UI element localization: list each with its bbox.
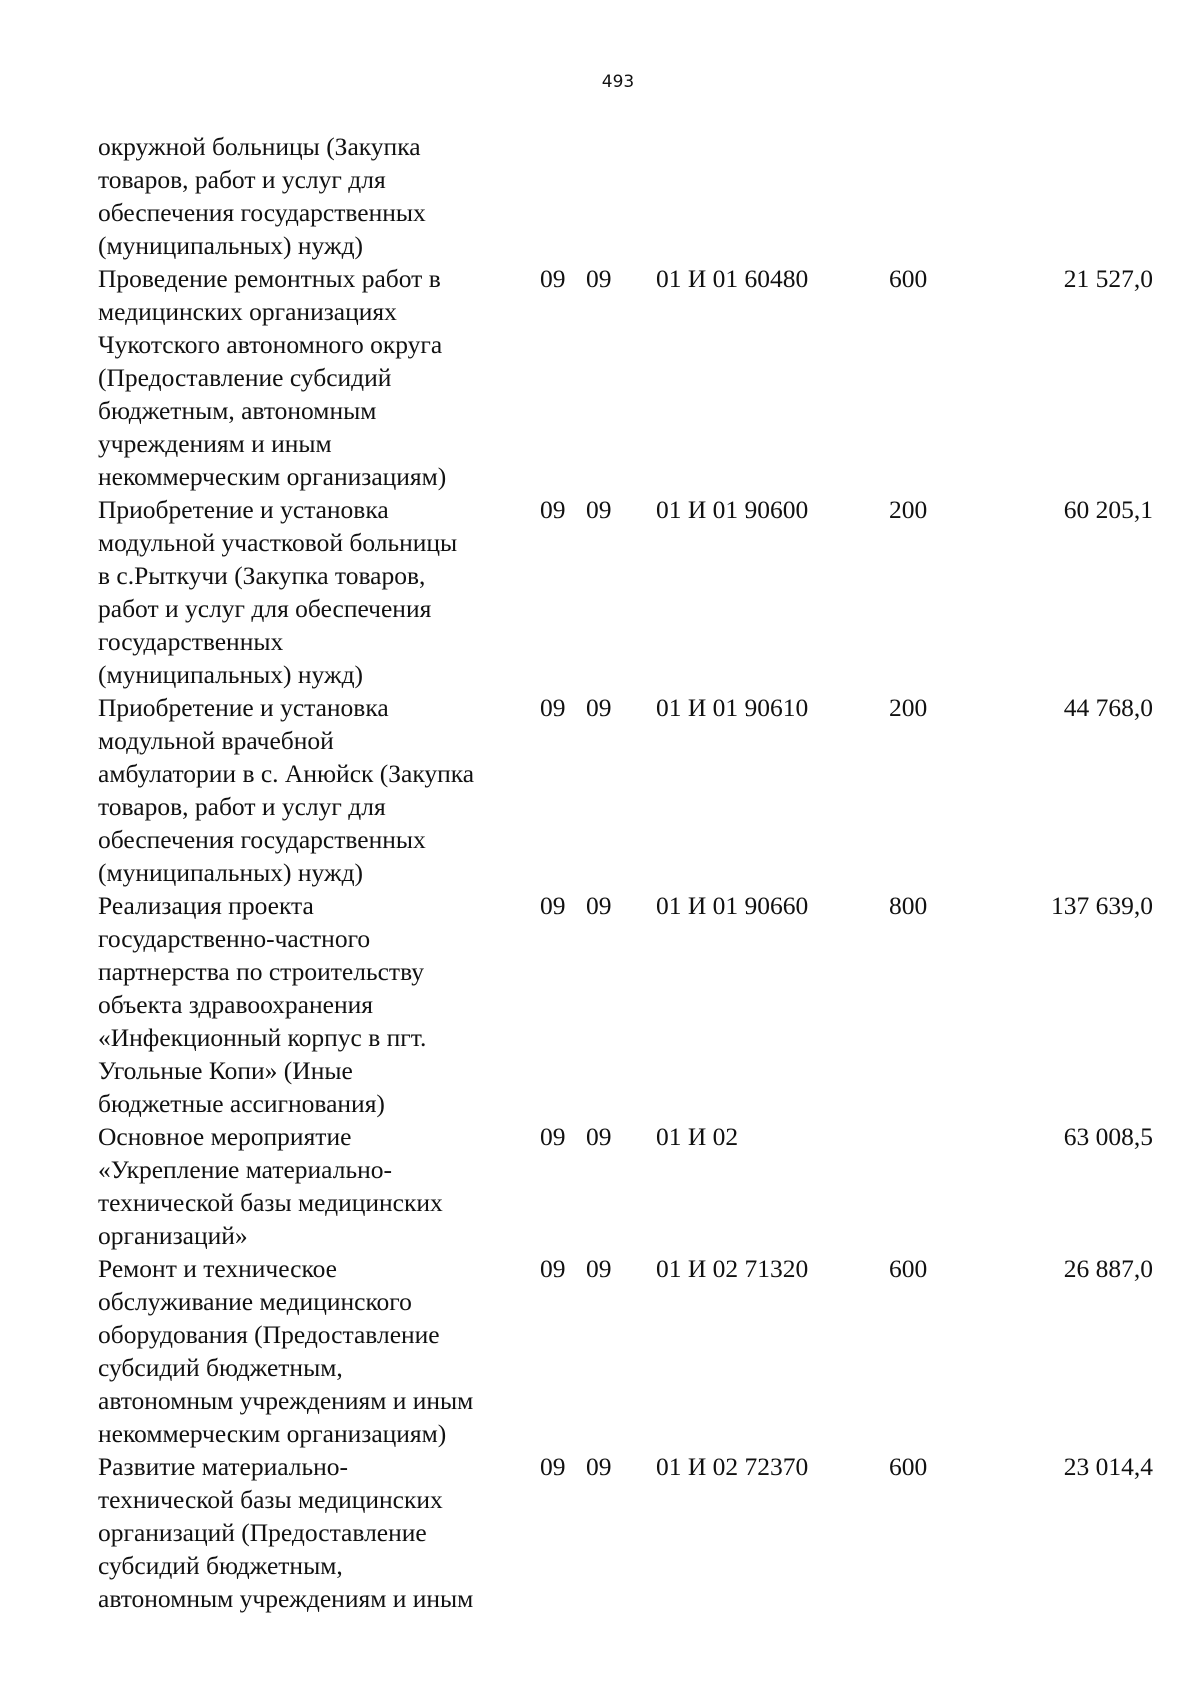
budget-table [98,130,1153,1615]
row-section: 09 [540,264,566,293]
row-expense-kind: 600 [889,1452,928,1481]
row-target-code: 01 И 01 90610 [656,693,809,722]
row-description: Развитие материально- технической базы медицинских организаций (Предоставление субсидий бюджетным, автономным учреждениям и иным [98,1452,474,1613]
row-amount: 44 768,0 [1063,693,1153,722]
row-target-code: 01 И 02 71320 [656,1254,809,1283]
row-amount: 63 008,5 [1063,1122,1153,1151]
row-amount: 23 014,4 [1063,1452,1153,1481]
row-amount: 26 887,0 [1063,1254,1153,1283]
row-section: 09 [540,495,566,524]
table-row [98,1450,1153,1615]
row-subsection: 09 [586,264,612,293]
row-description: Приобретение и установка модульной участковой больницы в с.Рыткучи (Закупка товаров, работ и услуг для обеспечения государственных (муниципальных) нужд) [98,495,458,689]
row-subsection: 09 [586,1254,612,1283]
table-row [98,889,1153,1120]
row-target-code: 01 И 01 90660 [656,891,809,920]
row-target-code: 01 И 02 72370 [656,1452,809,1481]
row-expense-kind: 600 [889,1254,928,1283]
row-description: Приобретение и установка модульной врачебной амбулатории в с. Анюйск (Закупка товаров, работ и услуг для обеспечения государственных (муниципальных) нужд) [98,693,475,887]
row-description: Основное мероприятие «Укрепление материально- технической базы медицинских организаций» [98,1122,443,1250]
row-expense-kind: 600 [889,264,928,293]
page-number: 493 [601,72,635,92]
row-expense-kind: 200 [889,495,928,524]
table-row [98,493,1153,691]
table-row [98,1120,1153,1252]
row-target-code: 01 И 01 90600 [656,495,809,524]
row-subsection: 09 [586,1122,612,1151]
table-row [98,262,1153,493]
row-amount: 21 527,0 [1063,264,1153,293]
row-section: 09 [540,891,566,920]
row-target-code: 01 И 02 [656,1122,739,1151]
row-section: 09 [540,693,566,722]
row-description: Реализация проекта государственно-частного партнерства по строительству объекта здравоохранения «Инфекционный корпус в пгт. Угольные Копи» (Иные бюджетные ассигнования) [98,891,427,1118]
row-subsection: 09 [586,891,612,920]
row-subsection: 09 [586,495,612,524]
table-row [98,691,1153,889]
row-description: окружной больницы (Закупка товаров, работ и услуг для обеспечения государственных (муниципальных) нужд) [98,132,426,260]
row-expense-kind: 800 [889,891,928,920]
table-row [98,1252,1153,1450]
row-description: Ремонт и техническое обслуживание медицинского оборудования (Предоставление субсидий бюджетным, автономным учреждениям и иным некоммерческим организациям) [98,1254,474,1448]
row-section: 09 [540,1452,566,1481]
row-section: 09 [540,1122,566,1151]
row-target-code: 01 И 01 60480 [656,264,809,293]
row-subsection: 09 [586,1452,612,1481]
row-expense-kind: 200 [889,693,928,722]
row-section: 09 [540,1254,566,1283]
row-amount: 137 639,0 [1051,891,1153,920]
row-subsection: 09 [586,693,612,722]
row-amount: 60 205,1 [1063,495,1153,524]
table-row [98,130,1153,262]
row-description: Проведение ремонтных работ в медицинских организациях Чукотского автономного округа (Предоставление субсидий бюджетным, автономным учреждениям и иным некоммерческим организациям) [98,264,447,491]
